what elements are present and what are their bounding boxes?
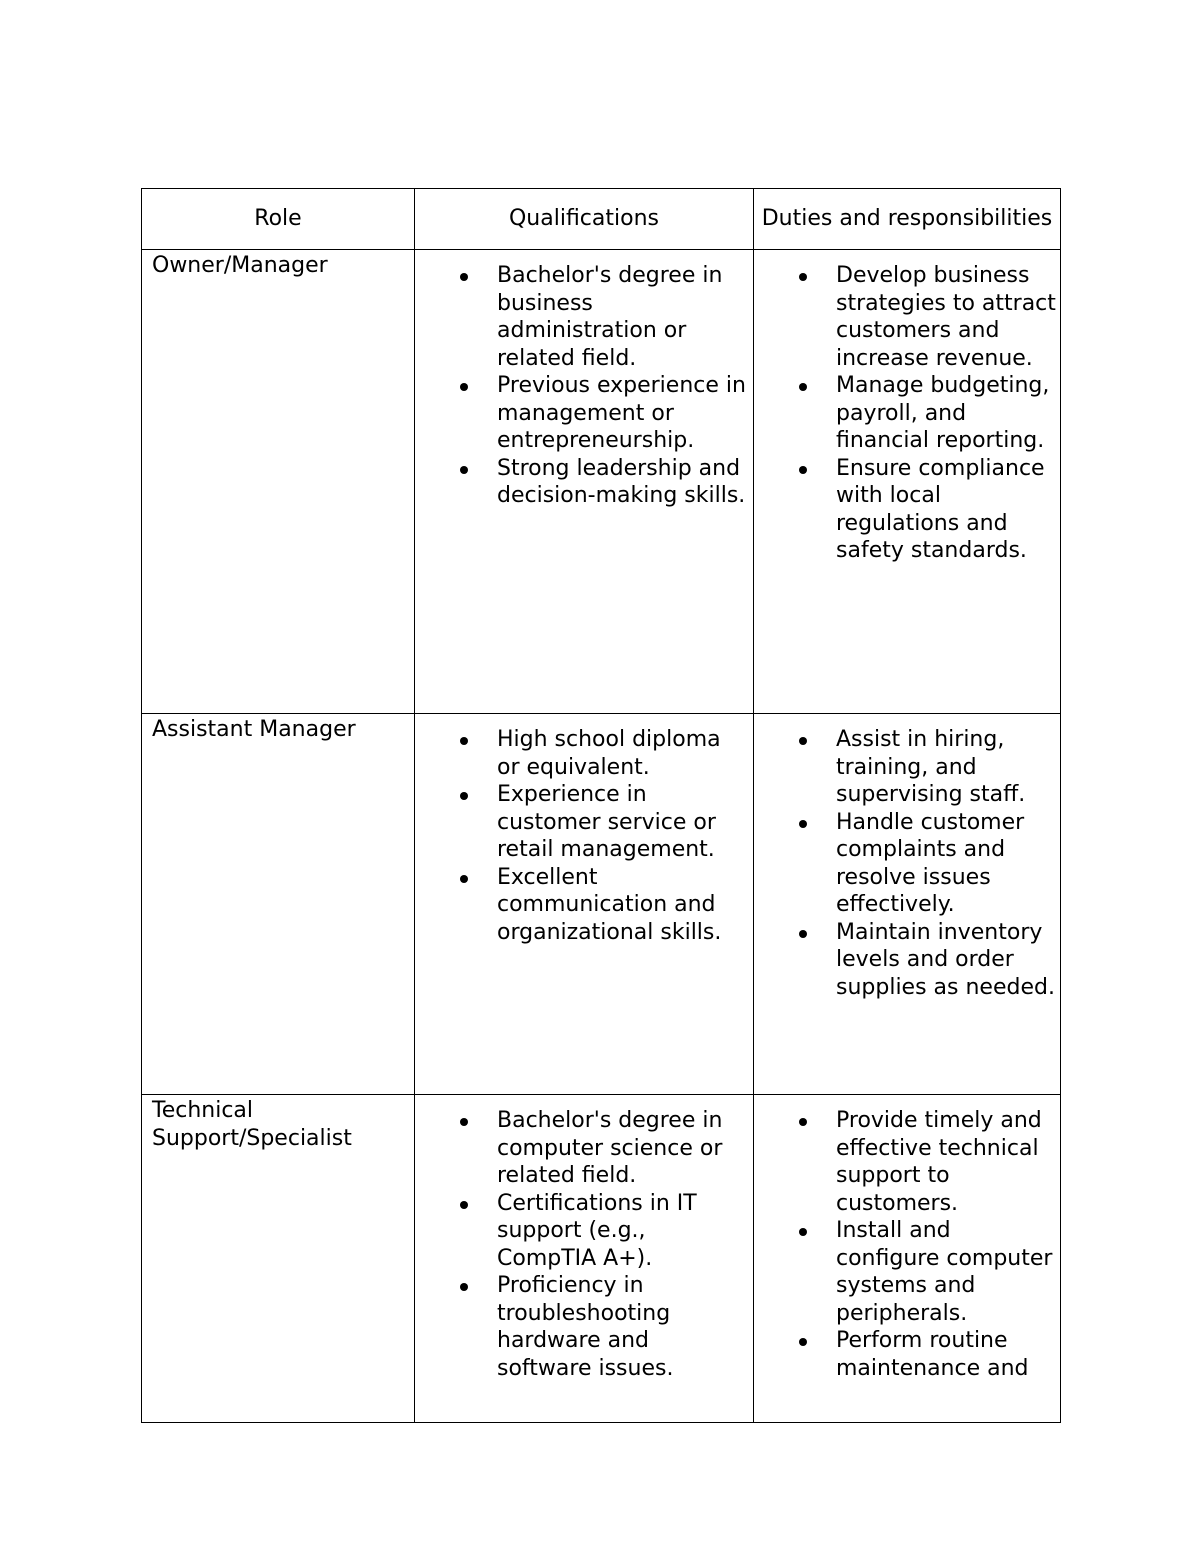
list-item <box>415 455 749 510</box>
list-item-text: Assist in hiring, training, and supervising staff. <box>836 727 1026 807</box>
list-item-text: Ensure compliance with local regulations and safety standards. <box>836 455 1045 563</box>
bullet-icon <box>460 1283 468 1291</box>
table-row <box>142 1095 1061 1423</box>
list-item <box>754 919 1056 1002</box>
list-item <box>415 726 749 781</box>
list-item-text: Certifications in IT support (e.g., CompTIA A+). <box>497 1190 697 1271</box>
list-item <box>415 1272 749 1382</box>
list-item <box>415 864 749 947</box>
header-duties: Duties and responsibilities <box>754 189 1061 250</box>
qualifications-list <box>415 726 749 946</box>
bullet-icon <box>460 383 468 391</box>
list-item <box>754 1107 1056 1217</box>
list-item <box>754 809 1056 919</box>
list-item <box>754 372 1056 455</box>
bullet-icon <box>799 1228 807 1236</box>
list-item <box>754 1217 1056 1327</box>
bullet-icon <box>460 466 468 474</box>
list-item-text: Previous experience in management or entrepreneurship. <box>497 373 746 453</box>
bullet-icon <box>460 875 468 883</box>
list-item <box>754 726 1056 809</box>
bullet-icon <box>799 737 807 745</box>
role-cell: Owner/Manager <box>142 250 415 714</box>
bullet-icon <box>460 273 468 281</box>
bullet-icon <box>460 737 468 745</box>
list-item <box>754 262 1056 372</box>
bullet-icon <box>799 466 807 474</box>
role-cell: Assistant Manager <box>142 714 415 1095</box>
list-item-text: Bachelor's degree in business administration or related field. <box>497 263 723 371</box>
roles-table <box>141 188 1061 1423</box>
list-item <box>415 1107 749 1190</box>
duties-list <box>754 1107 1056 1382</box>
list-item <box>754 1327 1056 1382</box>
list-item <box>415 262 749 372</box>
list-item-text: Perform routine maintenance and <box>836 1328 1029 1381</box>
header-qualifications: Qualifications <box>415 189 754 250</box>
bullet-icon <box>799 273 807 281</box>
list-item <box>415 781 749 864</box>
list-item-text: Proficiency in troubleshooting hardware and software issues. <box>497 1273 674 1381</box>
duties-cell <box>754 250 1061 714</box>
cell-content <box>754 1107 1056 1410</box>
bullet-icon <box>799 1338 807 1346</box>
qualifications-list <box>415 262 749 510</box>
duties-list <box>754 726 1056 1001</box>
bullet-icon <box>460 1118 468 1126</box>
table-row <box>142 250 1061 714</box>
list-item-text: Maintain inventory levels and order supplies as needed. <box>836 919 1055 1000</box>
qualifications-cell <box>415 250 754 714</box>
cell-content <box>415 1107 749 1410</box>
list-item <box>754 455 1056 565</box>
list-item-text: Bachelor's degree in computer science or related field. <box>497 1108 723 1188</box>
table-row <box>142 714 1061 1095</box>
list-item-text: Install and configure computer systems and peripherals. <box>836 1218 1053 1326</box>
duties-list <box>754 262 1056 565</box>
list-item-text: Manage budgeting, payroll, and financial reporting. <box>836 373 1050 453</box>
bullet-icon <box>460 792 468 800</box>
qualifications-list <box>415 1107 749 1382</box>
list-item-text: Strong leadership and decision-making skills. <box>497 455 746 508</box>
list-item-text: Provide timely and effective technical support to customers. <box>836 1108 1042 1216</box>
role-cell: Technical Support/Specialist <box>142 1095 415 1423</box>
bullet-icon <box>460 1201 468 1209</box>
list-item-text: Excellent communication and organizational skills. <box>497 864 722 945</box>
list-item-text: Develop business strategies to attract customers and increase revenue. <box>836 263 1056 371</box>
bullet-icon <box>799 383 807 391</box>
list-item <box>415 1190 749 1273</box>
header-role: Role <box>142 189 415 250</box>
duties-cell <box>754 1095 1061 1423</box>
bullet-icon <box>799 1118 807 1126</box>
qualifications-cell <box>415 1095 754 1423</box>
qualifications-cell <box>415 714 754 1095</box>
list-item-text: High school diploma or equivalent. <box>497 727 721 780</box>
bullet-icon <box>799 820 807 828</box>
list-item <box>415 372 749 455</box>
duties-cell <box>754 714 1061 1095</box>
table-header-row <box>142 189 1061 250</box>
bullet-icon <box>799 930 807 938</box>
list-item-text: Handle customer complaints and resolve issues effectively. <box>836 809 1025 917</box>
list-item-text: Experience in customer service or retail management. <box>497 782 716 862</box>
